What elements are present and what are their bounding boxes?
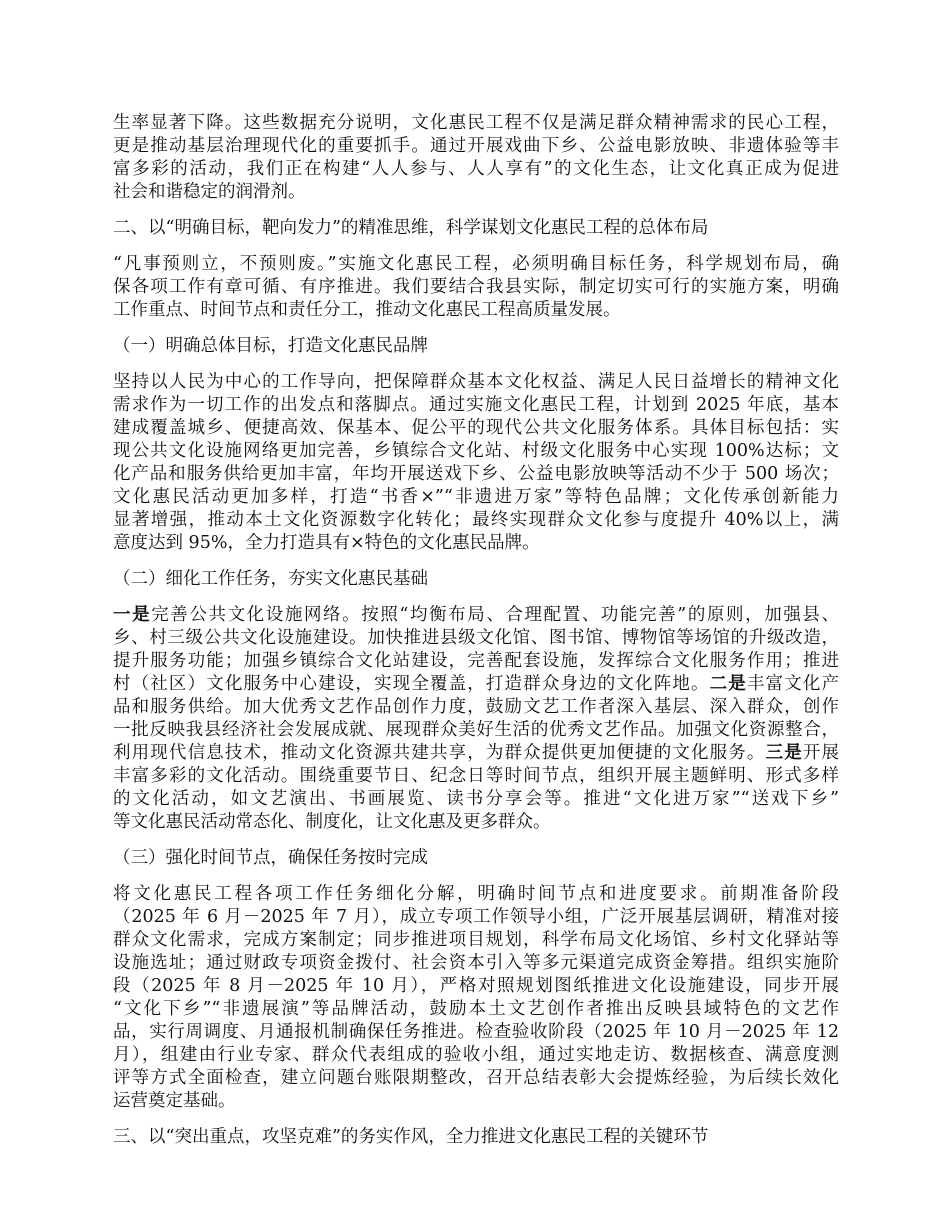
text-line: 评等方式全面检查，建立问题台账限期整改，召开总结表彰大会提炼经验，为后续长效化	[113, 1068, 839, 1088]
text-segment: 乡、村三级公共文化设施建设。加快推进县级文化馆、图书馆、博物馆等场馆的升级改造，	[113, 628, 839, 648]
text-segment: 村（社区）文化服务中心建设，实现全覆盖，打造群众身边的文化阵地。	[113, 674, 710, 694]
text-line: 意度达到 95%，全力打造具有×特色的文化惠民品牌。	[113, 533, 540, 553]
bold-lead-text: 二是	[709, 674, 747, 694]
text-line	[113, 627, 839, 650]
text-segment: 的文化活动，如文艺演出、书画展览、读书分享会等。推进“文化进万家”“送戏下乡”	[113, 789, 839, 809]
text-line: 运营奠定基础。	[113, 1091, 236, 1111]
text-line: （三）强化时间节点，确保任务按时完成	[113, 848, 428, 868]
text-line	[113, 719, 839, 742]
text-line: 显著增强，推动本土文化资源数字化转化；最终实现群众文化参与度提升 40%以上，满	[113, 510, 839, 530]
section-heading	[113, 217, 839, 240]
text-line	[113, 788, 839, 811]
text-line: 三、以“突出重点，攻坚克难”的务实作风，全力推进文化惠民工程的关键环节	[113, 1127, 709, 1147]
text-line: （一）明确总体目标，打造文化惠民品牌	[113, 336, 428, 356]
text-line: 保各项工作有章可循、有序推进。我们要结合我县实际，制定切实可行的实施方案，明确	[113, 277, 839, 297]
text-segment: 丰富多彩的文化活动。围绕重要节日、纪念日等时间节点，组织开展主题鲜明、形式多样	[113, 766, 839, 786]
text-line	[113, 696, 839, 719]
text-segment: 利用现代信息技术，推动文化资源共建共享，为群众提供更加便捷的文化服务。	[113, 743, 766, 763]
text-segment: 品和服务供给。加大优秀文艺作品创作力度，鼓励文艺工作者深入基层、深入群众，创作	[113, 697, 839, 717]
body-paragraph	[113, 253, 839, 322]
text-line	[113, 604, 839, 627]
section-heading	[113, 1126, 839, 1149]
subsection-heading	[113, 847, 839, 870]
text-segment: 等文化惠民活动常态化、制度化，让文化惠及更多群众。	[113, 812, 551, 832]
body-paragraph	[113, 371, 839, 555]
text-line: 二、以“明确目标，靶向发力”的精准思维，科学谋划文化惠民工程的总体布局	[113, 218, 709, 238]
text-line: 品，实行周调度、月通报机制确保任务推进。检查验收阶段（2025 年 10 月－2025 年 12	[113, 1022, 839, 1042]
body-paragraph	[113, 112, 839, 204]
text-line: 月），组建由行业专家、群众代表组成的验收小组，通过实地走访、数据核查、满意度测	[113, 1045, 839, 1065]
body-paragraph	[113, 604, 839, 834]
text-line: 工作重点、时间节点和责任分工，推动文化惠民工程高质量发展。	[113, 300, 621, 320]
text-line: （二）细化工作任务，夯实文化惠民基础	[113, 569, 428, 589]
text-line: （2025 年 6 月－2025 年 7 月），成立专项工作领导小组，广泛开展基层调研，精准对接	[113, 907, 839, 927]
body-paragraph	[113, 883, 839, 1113]
text-segment: 一批反映我县经济社会发展成就、展现群众美好生活的优秀文艺作品。加强文化资源整合，	[113, 720, 839, 740]
subsection-heading	[113, 568, 839, 591]
text-line: 生率显著下降。这些数据充分说明，文化惠民工程不仅是满足群众精神需求的民心工程，	[113, 113, 839, 133]
text-line: 群众文化需求，完成方案制定；同步推进项目规划，科学布局文化场馆、乡村文化驿站等	[113, 930, 839, 950]
text-line: 设施选址；通过财政专项资金拨付、社会资本引入等多元渠道完成资金筹措。组织实施阶	[113, 953, 839, 973]
text-line: 化产品和服务供给更加丰富，年均开展送戏下乡、公益电影放映等活动不少于 500 场次；	[113, 464, 839, 484]
text-line: 建成覆盖城乡、便捷高效、保基本、促公平的现代公共文化服务体系。具体目标包括：实	[113, 418, 839, 438]
text-segment: 丰富文化产	[746, 674, 840, 694]
text-segment: 提升服务功能；加强乡镇综合文化站建设，完善配套设施，发挥综合文化服务作用；推进	[113, 651, 839, 671]
document-page	[113, 112, 839, 1162]
text-line: 现公共文化设施网络更加完善，乡镇综合文化站、村级文化服务中心实现 100%达标；文	[113, 441, 839, 461]
bold-lead-text: 一是	[113, 605, 152, 625]
text-line: 坚持以人民为中心的工作导向，把保障群众基本文化权益、满足人民日益增长的精神文化	[113, 372, 839, 392]
text-segment: 开展	[802, 743, 840, 763]
text-line	[113, 650, 839, 673]
text-line	[113, 765, 839, 788]
subsection-heading	[113, 335, 839, 358]
text-line: “凡事预则立，不预则废。”实施文化惠民工程，必须明确目标任务，科学规划布局，确	[113, 254, 839, 274]
text-line	[113, 673, 839, 696]
text-line	[113, 811, 839, 834]
text-line: 社会和谐稳定的润滑剂。	[113, 182, 306, 202]
text-line: 文化惠民活动更加多样，打造“书香×”“非遗进万家”等特色品牌；文化传承创新能力	[113, 487, 839, 507]
text-line: “文化下乡”“非遗展演”等品牌活动，鼓励本土文艺创作者推出反映县域特色的文艺作	[113, 999, 839, 1019]
text-line: 段（2025 年 8 月－2025 年 10 月），严格对照规划图纸推进文化设施建设，同步开展	[113, 976, 839, 996]
bold-lead-text: 三是	[765, 743, 803, 763]
text-segment: 完善公共文化设施网络。按照“均衡布局、合理配置、功能完善”的原则，加强县、	[151, 605, 840, 625]
text-line	[113, 742, 839, 765]
text-line: 需求作为一切工作的出发点和落脚点。通过实施文化惠民工程，计划到 2025 年底，基本	[113, 395, 839, 415]
text-line: 更是推动基层治理现代化的重要抓手。通过开展戏曲下乡、公益电影放映、非遗体验等丰	[113, 136, 839, 156]
text-line: 富多彩的活动，我们正在构建“人人参与、人人享有”的文化生态，让文化真正成为促进	[113, 159, 839, 179]
text-line: 将文化惠民工程各项工作任务细化分解，明确时间节点和进度要求。前期准备阶段	[113, 884, 839, 904]
